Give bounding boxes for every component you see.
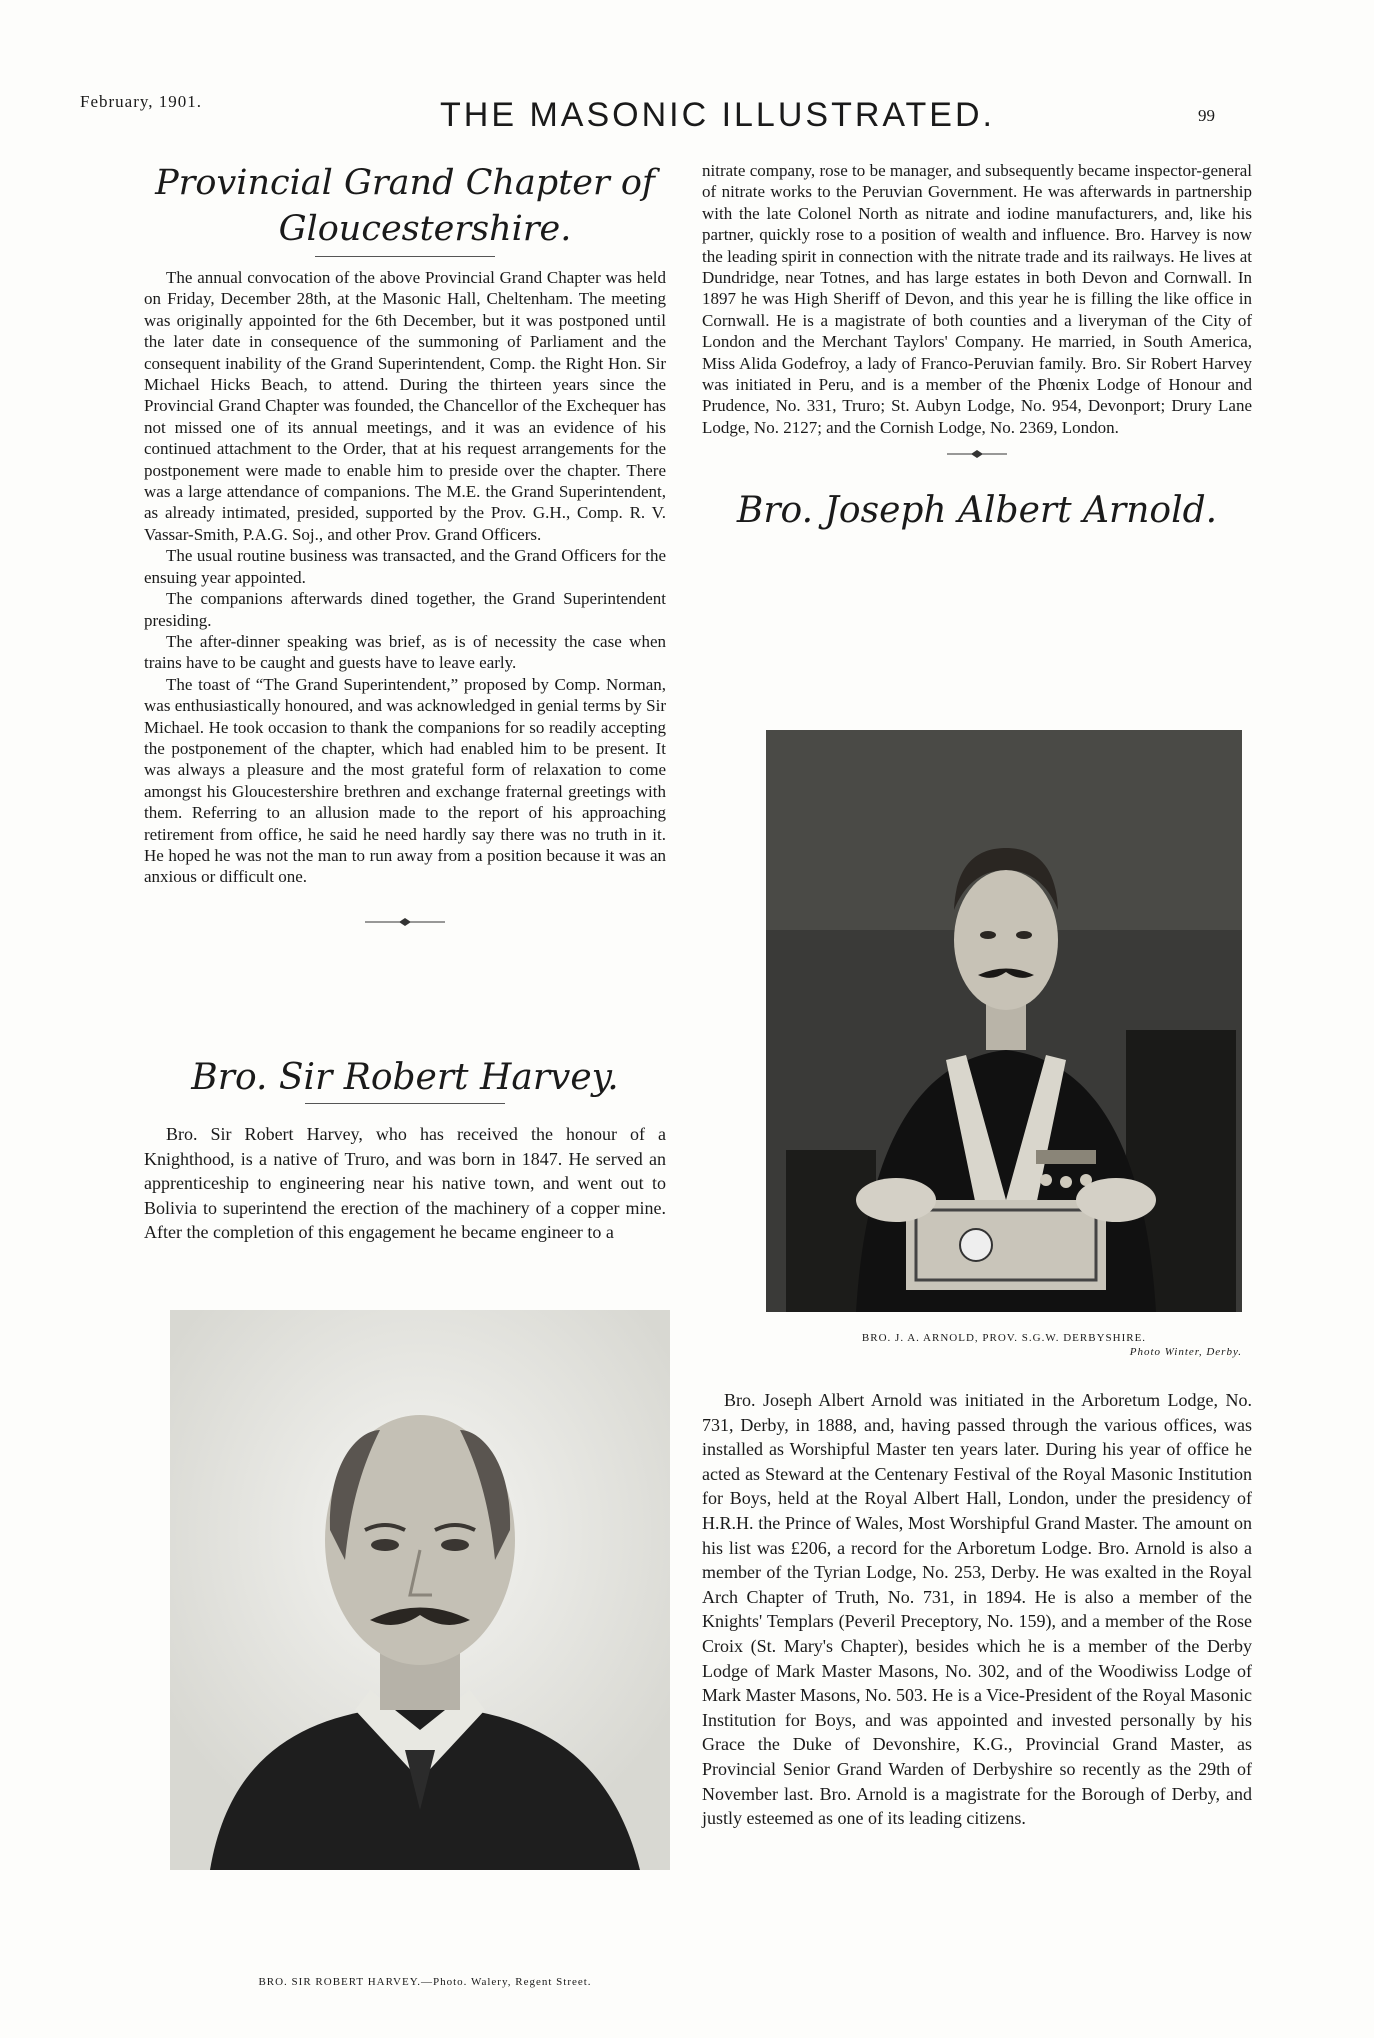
chapter-paragraph: The companions afterwards dined together, the Grand Superintendent presiding. (144, 589, 666, 630)
title-rule (315, 256, 495, 257)
section-ornament (144, 916, 666, 932)
harvey-continuation-body (702, 160, 1252, 438)
harvey-body (144, 1122, 666, 1245)
arnold-paragraph: Bro. Joseph Albert Arnold was initiated in the Arboretum Lodge, No. 731, Derby, in 1888, and, having passed through the various offices, was installed as Worshipful Master ten years later. During his year of office he acted as Steward at the Centenary Festival of the Royal Masonic Institution for Boys, held at the Royal Albert Hall, London, under the presidency of H.R.H. the Prince of Wales, Most Worshipful Grand Master. The amount on his list was £206, a record for the Arboretum Lodge. Bro. Arnold is also a member of the Tyrian Lodge, No. 253, Derby. He was exalted in the Royal Arch Chapter of Truth, No. 731, in 1894. He is also a member of the Knights' Templars (Peveril Preceptory, No. 159), and a member of the Rose Croix (St. Mary's Chapter), besides which he is a member of the Derby Lodge of Mark Master Masons, No. 302, and of the Woodiwiss Lodge of Mark Master Masons, No. 503. He is a Vice-President of the Royal Masonic Institution for Boys, and was appointed and invested personally by his Grace the Duke of Devonshire, K.G., Provincial Grand Master, as Provincial Senior Grand Warden of Derbyshire so recently as the 29th of November last. Bro. Arnold is a magistrate for the Borough of Derby, and justly esteemed as one of its leading citizens. (702, 1390, 1252, 1829)
harvey-article (144, 1055, 666, 1245)
arnold-title: Bro. Joseph Albert Arnold. (736, 490, 1218, 532)
chapter-paragraph: The toast of “The Grand Superintendent,” proposed by Comp. Norman, was enthusiastically honoured, and was acknowledged in genial terms by Sir Michael. He took occasion to thank the companions for so readily accepting the postponement of the chapter, which had enabled him to be present. It was always a pleasure and the most grateful form of relaxation to come amongst his Gloucestershire brethren and exchange fraternal greetings with them. Referring to an allusion made to the report of his approaching retirement from office, he said he need hardly say there was no truth in it. He hoped he was not the man to run away from a position because it was an anxious or difficult one. (144, 674, 666, 887)
arnold-body (702, 1388, 1252, 1831)
chapter-paragraph: The usual routine business was transacted, and the Grand Officers for the ensuing year appointed. (144, 546, 666, 587)
harvey-paragraph: Bro. Sir Robert Harvey, who has received the honour of a Knighthood, is a native of Truro, and was born in 1847. He served an apprenticeship to engineering near his native town, and went out to Bolivia to superintend the erection of the machinery of a copper mine. After the completion of this engagement he became engineer to a (144, 1124, 666, 1243)
harvey-photo-caption: BRO. SIR ROBERT HARVEY.—Photo. Walery, Regent Street. (258, 1976, 592, 1988)
masthead-title: THE MASONIC ILLUSTRATED. (440, 96, 995, 134)
chapter-article (144, 160, 666, 932)
ornament-divider-icon (365, 917, 445, 927)
arnold-photo-credit: Photo Winter, Derby. (1129, 1346, 1242, 1358)
arnold-photo-caption: BRO. J. A. ARNOLD, PROV. S.G.W. DERBYSHIRE. (861, 1332, 1147, 1344)
harvey-title: Bro. Sir Robert Harvey. (191, 1057, 619, 1098)
harvey-continuation-paragraph: nitrate company, rose to be manager, and subsequently became inspector-general of nitrate works to the Peruvian Government. He was afterwards in partnership with the late Colonel North as nitrate and iodine manufacturers, and, like his partner, quickly rose to a position of wealth and influence. Bro. Harvey is now the leading spirit in connection with the nitrate trade and its railways. He lives at Dundridge, near Totnes, and has large estates in both Devon and Cornwall. In 1897 he was High Sheriff of Devon, and this year he is filling the like office in Cornwall. He is a magistrate of both counties and a liveryman of the City of London and the Merchant Taylors' Company. He married, in South America, Miss Alida Godefroy, a lady of Franco-Peruvian family. Bro. Sir Robert Harvey was initiated in Peru, and is a member of the Phœnix Lodge of Honour and Prudence, No. 331, Truro; St. Aubyn Lodge, No. 954, Devonport; Drury Lane Lodge, No. 2127; and the Cornish Lodge, No. 2369, London. (702, 161, 1252, 437)
chapter-paragraph: The after-dinner speaking was brief, as is of necessity the case when trains have to be caught and guests have to leave early. (144, 631, 666, 673)
ornament-divider-icon (947, 449, 1007, 459)
issue-date: February, 1901. (80, 92, 203, 111)
harvey-portrait-photo (170, 1310, 670, 1870)
section-ornament (702, 448, 1252, 464)
portrait-image-icon (170, 1310, 670, 1870)
chapter-title-line1: Provincial Grand Chapter of (155, 163, 655, 203)
title-rule (305, 1103, 505, 1104)
chapter-title-line2: Gloucestershire. (278, 209, 572, 249)
chapter-paragraph: The annual convocation of the above Provincial Grand Chapter was held on Friday, December 28th, at the Masonic Hall, Cheltenham. The meeting was originally appointed for the 6th December, but it was postponed until the later date in consequence of the summoning of Parliament and the consequent inability of the Grand Superintendent, Comp. the Right Hon. Sir Michael Hicks Beach, to attend. During the thirteen years since the Provincial Grand Chapter was founded, the Chancellor of the Exchequer has not missed one of its annual meetings, and it was an evidence of his continued attachment to the Order, that at his request arrangements for the postponement were made to enable him to preside over the chapter. There was a large attendance of companions. The M.E. the Grand Superintendent, as already intimated, presided, supported by the Prov. G.H., Comp. R. V. Vassar-Smith, P.A.G. Soj., and other Prov. Grand Officers. (144, 268, 666, 544)
harvey-continuation (702, 160, 1252, 534)
portrait-image-icon (766, 730, 1242, 1312)
arnold-portrait-photo (766, 730, 1242, 1312)
chapter-body (144, 267, 666, 888)
page-number: 99 (1198, 106, 1215, 125)
arnold-article (702, 1388, 1252, 1831)
